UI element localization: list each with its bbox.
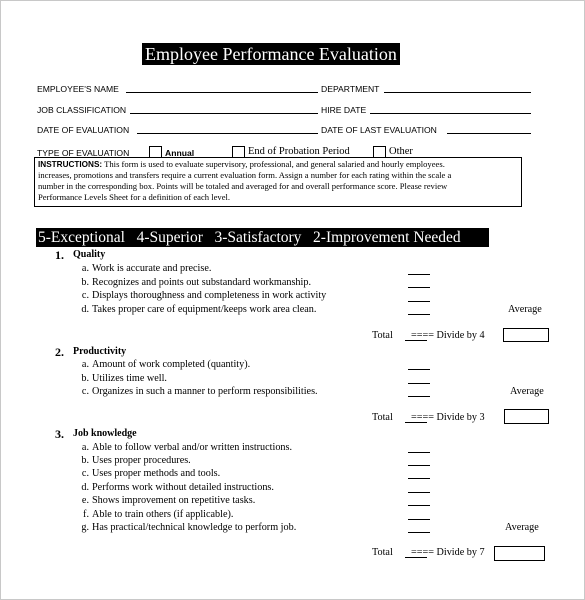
item-letter: f. — [83, 509, 89, 520]
rating-scale-banner: 5-Exceptional 4-Superior 3-Satisfactory 2-Improvement Needed — [36, 228, 489, 247]
date-of-evaluation-field[interactable] — [137, 133, 318, 134]
list-item — [73, 495, 393, 507]
item-letter: a. — [81, 263, 89, 274]
list-item — [73, 522, 393, 534]
item-text: Takes proper care of equipment/keeps work area clean. — [92, 304, 317, 315]
score-field[interactable] — [408, 301, 430, 302]
instructions-line-4: Performance Levels Sheet for a definition of each level. — [38, 192, 231, 202]
job-classification-field[interactable] — [130, 113, 318, 114]
section-job-knowledge-heading — [55, 427, 255, 443]
list-item — [73, 304, 393, 316]
item-letter: c. — [81, 386, 89, 397]
section-number: 1. — [55, 248, 64, 262]
score-field[interactable] — [408, 519, 430, 520]
average-label: Average — [510, 386, 544, 397]
item-text: Performs work without detailed instructions. — [92, 482, 274, 493]
hire-date-field[interactable] — [370, 113, 531, 114]
score-field[interactable] — [408, 452, 430, 453]
item-text: Amount of work completed (quantity). — [92, 359, 251, 370]
type-of-evaluation-label: TYPE OF EVALUATION — [37, 148, 130, 158]
instructions-line-1: This form is used to evaluate supervisory, professional, and general salaried and hourly employees. — [102, 159, 445, 169]
instructions-line-2: increases, promotions and transfers require a current evaluation form. Assign a number for each rating within the scale a — [38, 170, 452, 180]
section-name: Job knowledge — [73, 428, 137, 439]
item-text: Has practical/technical knowledge to perform job. — [92, 522, 297, 533]
total-label: Total — [372, 330, 393, 341]
divide-label: ==== Divide by 3 — [411, 412, 485, 423]
section-number: 2. — [55, 345, 64, 359]
score-field[interactable] — [408, 383, 430, 384]
item-letter: b. — [81, 455, 89, 466]
item-letter: e. — [81, 495, 89, 506]
department-label: DEPARTMENT — [321, 84, 380, 94]
list-item — [73, 509, 393, 521]
item-letter: d. — [81, 304, 89, 315]
section-name: Productivity — [73, 346, 127, 357]
total-label: Total — [372, 547, 393, 558]
item-letter: g. — [81, 522, 89, 533]
list-item — [73, 373, 393, 385]
instructions-box — [34, 157, 522, 207]
date-of-last-evaluation-field[interactable] — [447, 133, 531, 134]
form-title: Employee Performance Evaluation — [142, 43, 400, 65]
score-field[interactable] — [408, 274, 430, 275]
list-item — [73, 455, 393, 467]
department-field[interactable] — [384, 92, 531, 93]
item-letter: a. — [81, 359, 89, 370]
score-field[interactable] — [408, 369, 430, 370]
score-field[interactable] — [408, 314, 430, 315]
item-text: Organizes in such a manner to perform responsibilities. — [92, 386, 318, 397]
score-field[interactable] — [408, 478, 430, 479]
item-text: Able to follow verbal and/or written instructions. — [92, 442, 293, 453]
item-text: Utilizes time well. — [92, 373, 167, 384]
date-of-evaluation-label: DATE OF EVALUATION — [37, 125, 130, 135]
instructions-label: INSTRUCTIONS: — [38, 160, 103, 169]
annual-option-label: Annual — [165, 148, 195, 158]
list-item — [73, 359, 393, 371]
probation-option-label: End of Probation Period — [248, 146, 350, 157]
average-box[interactable] — [504, 409, 549, 424]
score-field[interactable] — [408, 505, 430, 506]
item-text: Shows improvement on repetitive tasks. — [92, 495, 256, 506]
item-text: Uses proper methods and tools. — [92, 468, 221, 479]
divide-label: ==== Divide by 4 — [411, 330, 485, 341]
item-letter: a. — [81, 442, 89, 453]
instructions-line-3: number in the corresponding box. Points will be totaled and averaged for and overall performance score. Please review — [38, 181, 448, 191]
item-letter: c. — [81, 468, 89, 479]
item-text: Work is accurate and precise. — [92, 263, 212, 274]
list-item — [73, 442, 393, 454]
employee-name-field[interactable] — [126, 92, 318, 93]
date-of-last-evaluation-label: DATE OF LAST EVALUATION — [321, 125, 437, 135]
score-field[interactable] — [408, 465, 430, 466]
list-item — [73, 290, 393, 302]
list-item — [73, 482, 393, 494]
job-classification-label: JOB CLASSIFICATION — [37, 105, 127, 115]
score-field[interactable] — [408, 492, 430, 493]
other-option-label: Other — [389, 146, 413, 157]
score-field[interactable] — [408, 287, 430, 288]
average-box[interactable] — [503, 328, 549, 342]
item-text: Displays thoroughness and completeness in work activity — [92, 290, 327, 301]
list-item — [73, 263, 393, 275]
list-item — [73, 277, 393, 289]
score-field[interactable] — [408, 396, 430, 397]
list-item — [73, 468, 393, 480]
list-item — [73, 386, 393, 398]
item-letter: d. — [81, 482, 89, 493]
section-name: Quality — [73, 249, 106, 260]
item-text: Recognizes and points out substandard workmanship. — [92, 277, 311, 288]
item-text: Uses proper procedures. — [92, 455, 191, 466]
item-letter: b. — [81, 277, 89, 288]
employee-name-label: EMPLOYEE'S NAME — [37, 84, 119, 94]
average-label: Average — [508, 304, 542, 315]
average-box[interactable] — [494, 546, 545, 561]
section-quality-heading — [55, 248, 255, 264]
section-number: 3. — [55, 427, 64, 441]
average-label: Average — [505, 522, 539, 533]
divide-label: ==== Divide by 7 — [411, 547, 485, 558]
item-text: Able to train others (if applicable). — [92, 509, 234, 520]
item-letter: b. — [81, 373, 89, 384]
item-letter: c. — [81, 290, 89, 301]
score-field[interactable] — [408, 532, 430, 533]
total-label: Total — [372, 412, 393, 423]
hire-date-label: HIRE DATE — [321, 105, 367, 115]
